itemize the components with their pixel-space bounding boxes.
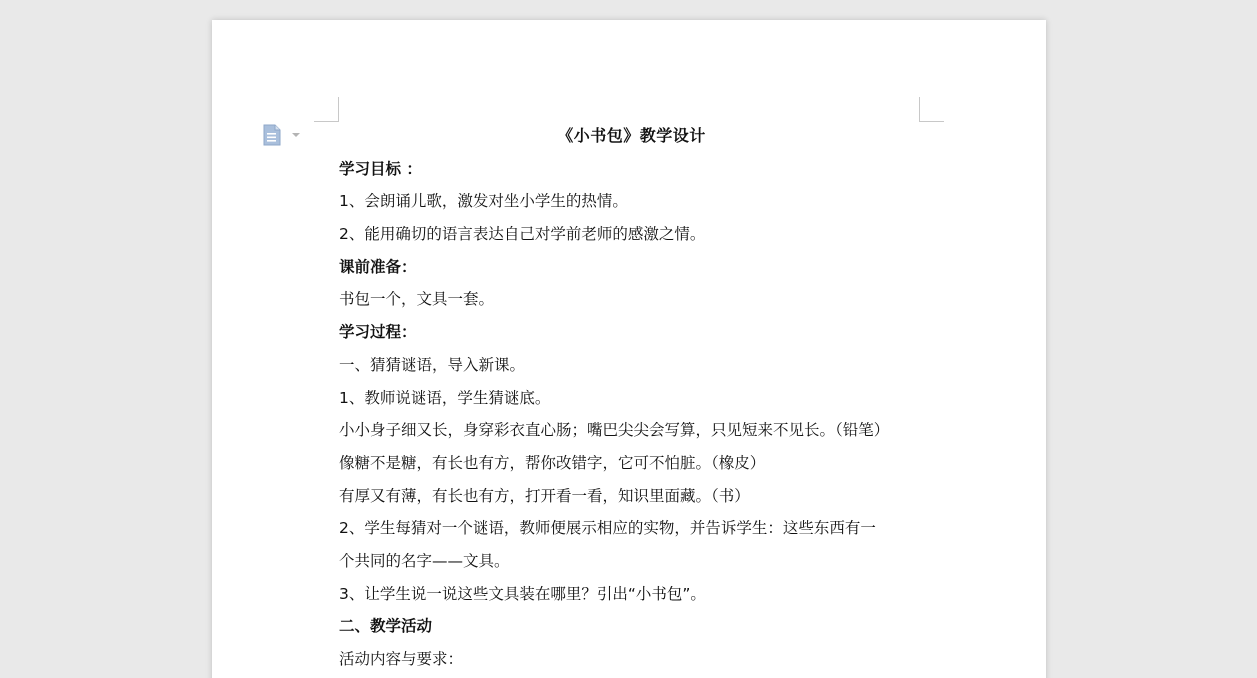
caret-down-icon[interactable]: [292, 133, 300, 137]
paragraph-marker-button[interactable]: [262, 124, 302, 148]
document-icon: [262, 124, 282, 146]
margin-corner-top-left: [314, 97, 339, 122]
paragraph-line: 1、教师说谜语，学生猜谜底。: [339, 388, 551, 407]
paragraph-list: [339, 153, 924, 676]
paragraph-line: 书包一个，文具一套。: [339, 290, 495, 309]
paragraph-line: 2、能用确切的语言表达自己对学前老师的感激之情。: [339, 225, 706, 244]
paragraph-line: 课前准备：: [339, 257, 417, 276]
document-body[interactable]: [339, 120, 924, 676]
paragraph-line: 像糖不是糖，有长也有方，帮你改错字，它可不怕脏。（橡皮）: [339, 453, 766, 472]
paragraph-line: 2、学生每猜对一个谜语，教师便展示相应的实物，并告诉学生：这些东西有一: [339, 519, 876, 538]
margin-corner-top-right: [919, 97, 944, 122]
paragraph-line: 一、猜猜谜语，导入新课。: [339, 355, 526, 374]
paragraph-line: 有厚又有薄，有长也有方，打开看一看，知识里面藏。（书）: [339, 486, 750, 505]
paragraph-line: 小小身子细又长，身穿彩衣直心肠；嘴巴尖尖会写算，只见短来不见长。（铅笔）: [339, 421, 890, 440]
paragraph-line: 学习过程：: [339, 323, 417, 342]
paragraph-line: 个共同的名字——文具。: [339, 551, 510, 570]
paragraph-line: 学习目标 ：: [339, 159, 422, 178]
paragraph-line: 活动内容与要求：: [339, 650, 464, 668]
paragraph-line: 1、会朗诵儿歌，激发对坐小学生的热情。: [339, 192, 628, 211]
paragraph-line: 二、教学活动: [339, 617, 433, 636]
document-title: 《小书包》教学设计: [557, 126, 706, 145]
document-page[interactable]: [212, 20, 1046, 678]
paragraph-line: 3、让学生说一说这些文具装在哪里？引出“小书包”。: [339, 584, 706, 603]
